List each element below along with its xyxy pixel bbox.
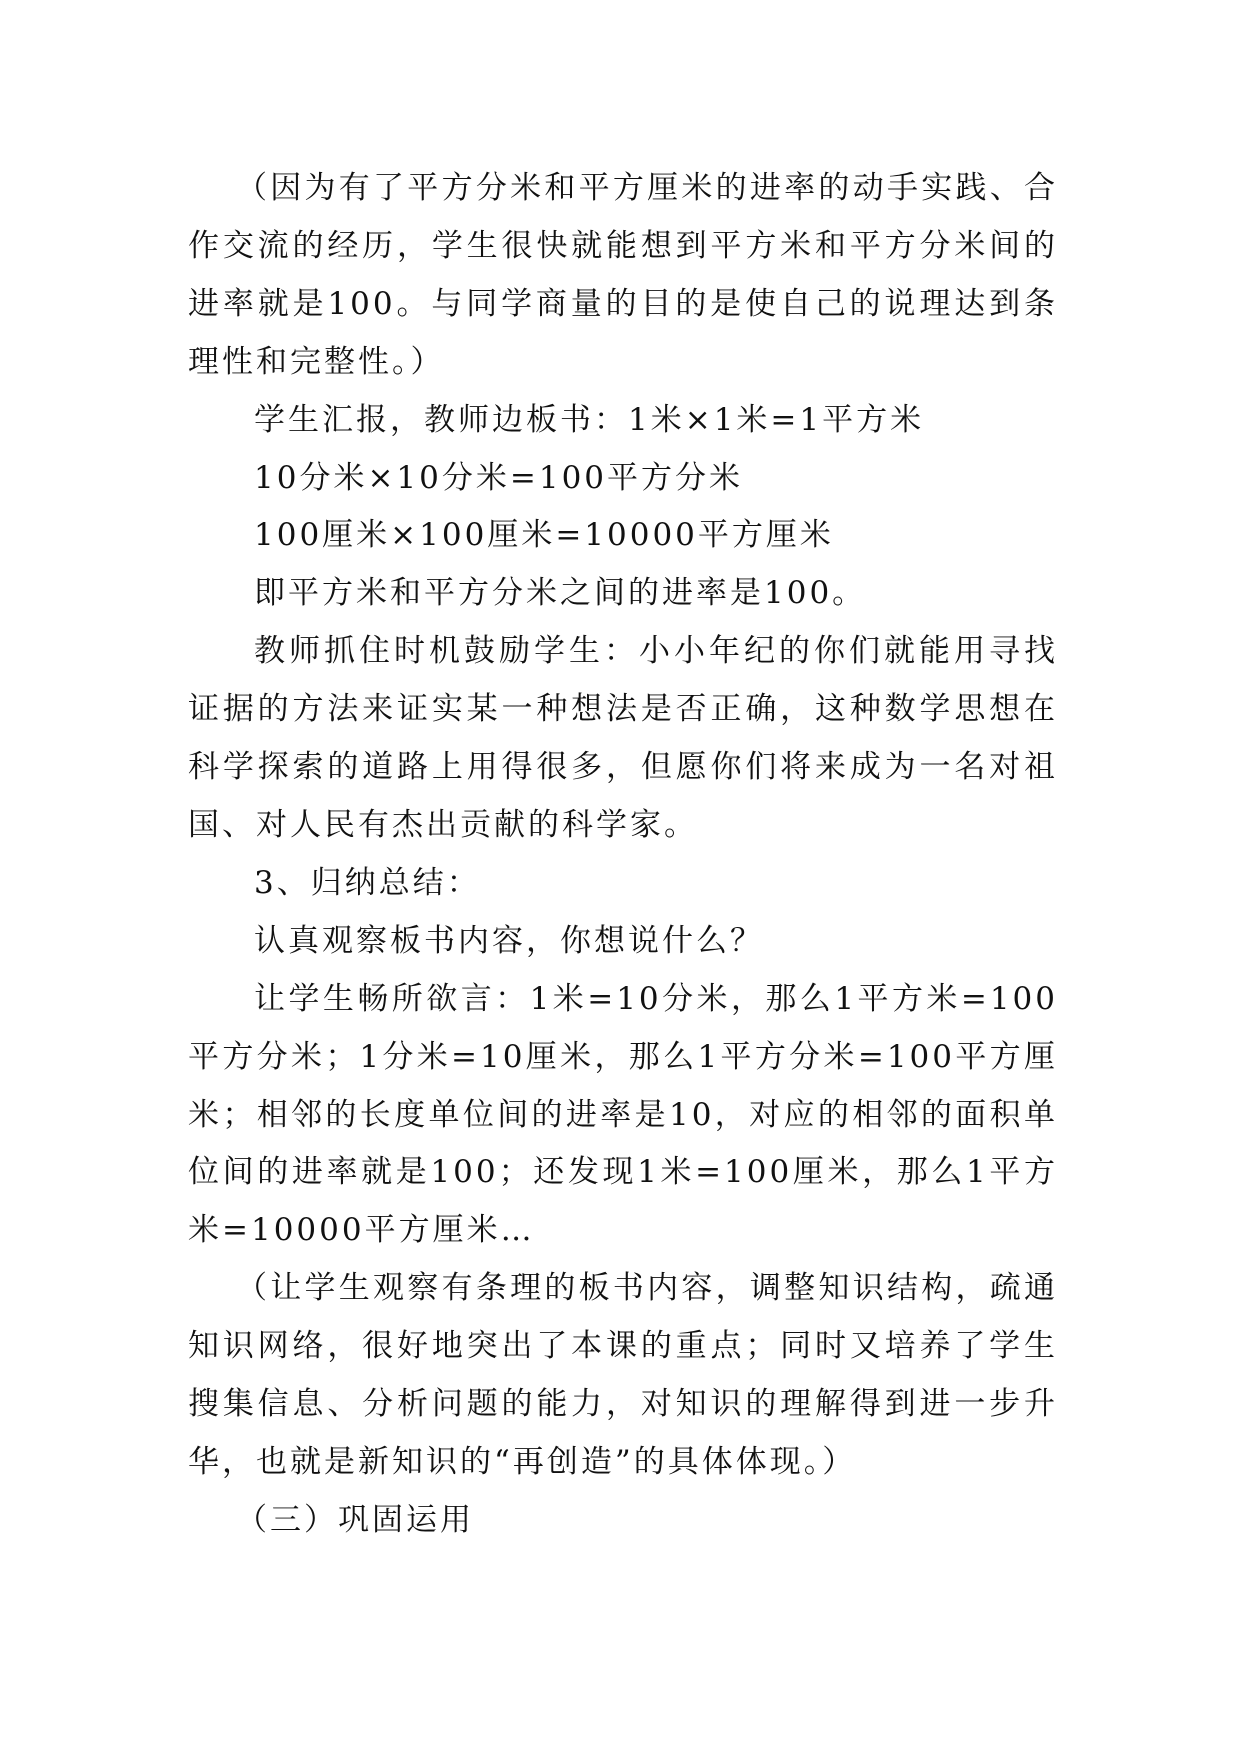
paragraph-student-report: 学生汇报，教师边板书：1米×1米=1平方米 (254, 401, 925, 438)
section-heading-consolidate: （三）巩固运用 (236, 1501, 474, 1538)
paragraph-observe-question: 认真观察板书内容，你想说什么？ (254, 922, 764, 959)
paragraph-formula-centimeter: 100厘米×100厘米=10000平方厘米 (254, 517, 834, 554)
paragraph-rate-explanation: （因为有了平方分米和平方厘米的进率的动手实践、合作交流的经历，学生很快就能想到平方米和平方分米间的进率就是100。与同学商量的目的是使自己的说理达到条理性和完整性。） (188, 170, 1058, 380)
paragraph-structure-note: （让学生观察有条理的板书内容，调整知识结构，疏通知识网络，很好地突出了本课的重点；同时又培养了学生搜集信息、分析问题的能力，对知识的理解得到进一步升华，也就是新知识的“再创造”的具体体现。） (188, 1270, 1058, 1480)
paragraph-formula-decimeter: 10分米×10分米=100平方分米 (254, 459, 744, 496)
section-heading-summary: 3、归纳总结： (254, 864, 481, 901)
document-body (188, 160, 1058, 1550)
paragraph-teacher-encouragement: 教师抓住时机鼓励学生：小小年纪的你们就能用寻找证据的方法来证实某一种想法是否正确，这种数学思想在科学探索的道路上用得很多，但愿你们将来成为一名对祖国、对人民有杰出贡献的科学家。 (188, 633, 1058, 843)
paragraph-student-discussion: 让学生畅所欲言：1米=10分米，那么1平方米=100平方分米；1分米=10厘米，那么1平方分米=100平方厘米；相邻的长度单位间的进率是10，对应的相邻的面积单位间的进率就是100；还发现1米=100厘米，那么1平方米=10000平方厘米… (188, 980, 1058, 1249)
paragraph-rate-conclusion: 即平方米和平方分米之间的进率是100。 (254, 575, 867, 612)
